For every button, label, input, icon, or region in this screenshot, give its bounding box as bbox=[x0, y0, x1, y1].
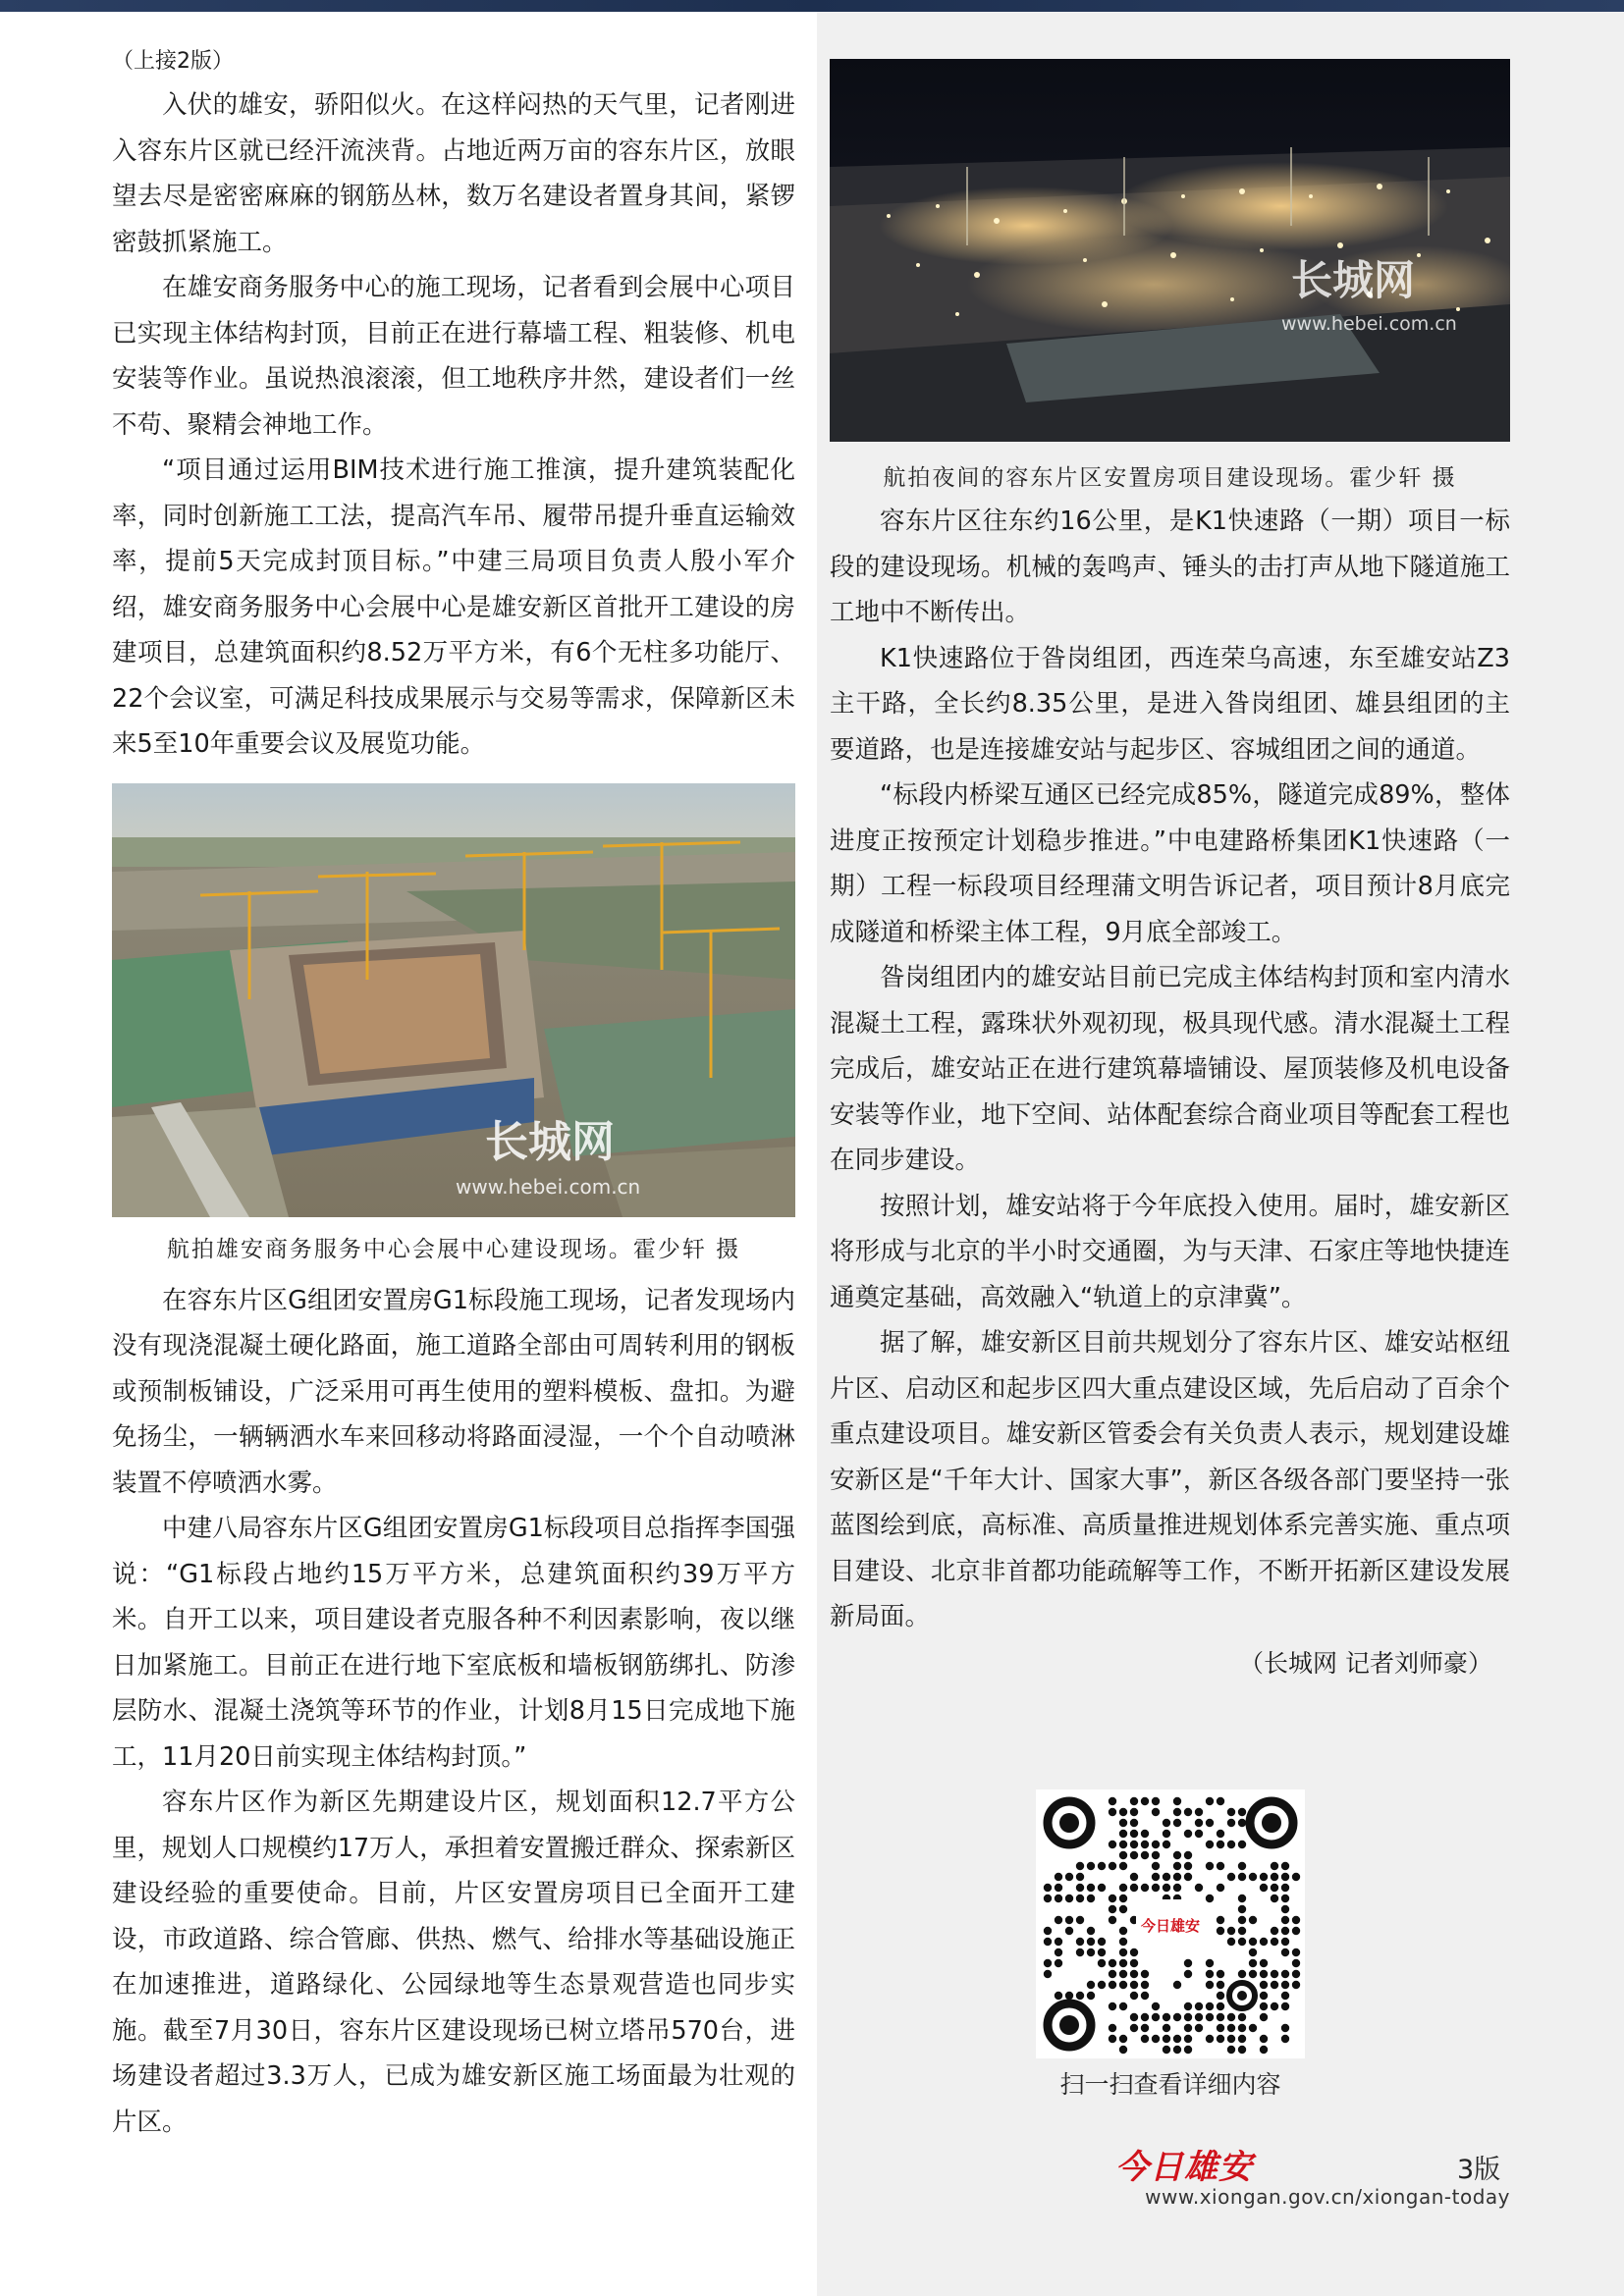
qr-module bbox=[1098, 1884, 1106, 1892]
qr-module bbox=[1281, 2002, 1289, 2010]
qr-module bbox=[1163, 2024, 1170, 2032]
qr-module bbox=[1152, 1797, 1160, 1805]
qr-module bbox=[1130, 1959, 1138, 1967]
qr-module bbox=[1163, 2013, 1170, 2021]
qr-module bbox=[1065, 1895, 1073, 1902]
qr-module bbox=[1271, 2002, 1278, 2010]
qr-module bbox=[1152, 1884, 1160, 1892]
qr-module bbox=[1152, 1862, 1160, 1870]
qr-module bbox=[1227, 2046, 1235, 2054]
qr-module bbox=[1130, 1841, 1138, 1848]
qr-module bbox=[1238, 1905, 1246, 1913]
qr-module bbox=[1281, 2035, 1289, 2043]
qr-module bbox=[1292, 1873, 1300, 1881]
qr-module bbox=[1184, 2024, 1192, 2032]
article-paragraph: 容东片区往东约16公里，是K1快速路（一期）项目一标段的建设现场。机械的轰鸣声、锤头的击打声从地下隧道施工工地中不断传出。 bbox=[830, 507, 1510, 627]
qr-module bbox=[1260, 2002, 1268, 2010]
qr-module bbox=[1184, 1808, 1192, 1816]
article-paragraph: 据了解，雄安新区目前共规划分了容东片区、雄安站枢纽片区、启动区和起步区四大重点建设区域，先后启动了百余个重点建设项目。雄安新区管委会有关负责人表示，规划建设雄安新区是“千年大计、国家大事”，新区各级各部门要坚持一张蓝图绘到底，高标准、高质量推进规划体系完善实施、重点项目建设、北京非首都功能疏解等工作，不断开拓新区建设发展新局面。 bbox=[830, 1328, 1510, 1631]
qr-module bbox=[1206, 1959, 1214, 1967]
photo-watermark-url: www.hebei.com.cn bbox=[456, 1174, 641, 1199]
qr-module bbox=[1195, 1830, 1203, 1838]
article-paragraph: 中建八局容东片区G组团安置房G1标段项目总指挥李国强说：“G1标段占地约15万平方米，总建筑面积约39万平方米。自开工以来，项目建设者克服各种不利因素影响，夜以继日加紧施工。目前正在进行地下室底板和墙板钢筋绑扎、防渗层防水、混凝土浇筑等环节的作业，计划8月15日完成地下施工，11月20日前实现主体结构封顶。” bbox=[112, 1514, 795, 1772]
qr-module bbox=[1087, 1992, 1095, 2000]
qr-module bbox=[1109, 1905, 1116, 1913]
qr-module bbox=[1119, 1862, 1127, 1870]
qr-module bbox=[1087, 1862, 1095, 1870]
article-paragraph: 按照计划，雄安站将于今年底投入使用。届时，雄安新区将形成与北京的半小时交通圈，为与天津、石家庄等地快捷连通奠定基础，高效融入“轨道上的京津冀”。 bbox=[830, 1191, 1510, 1312]
qr-module bbox=[1195, 1819, 1203, 1827]
qr-module bbox=[1260, 1959, 1268, 1967]
qr-module bbox=[1238, 2024, 1246, 2032]
qr-module bbox=[1281, 2024, 1289, 2032]
qr-module bbox=[1065, 1992, 1073, 2000]
left-column bbox=[112, 47, 795, 2145]
qr-module bbox=[1076, 1916, 1084, 1924]
qr-module bbox=[1238, 2035, 1246, 2043]
qr-module bbox=[1249, 1873, 1257, 1881]
qr-module bbox=[1238, 1841, 1246, 1848]
qr-module bbox=[1217, 1862, 1224, 1870]
qr-module bbox=[1238, 1808, 1246, 1816]
qr-module bbox=[1206, 1895, 1214, 1902]
qr-module bbox=[1152, 2013, 1160, 2021]
qr-module bbox=[1044, 1959, 1052, 1967]
qr-module bbox=[1087, 1895, 1095, 1902]
qr-module bbox=[1217, 1830, 1224, 1838]
qr-module bbox=[1271, 1927, 1278, 1935]
article-paragraph: 在雄安商务服务中心的施工现场，记者看到会展中心项目已实现主体结构封顶，目前正在进行幕墙工程、粗装修、机电安装等作业。虽说热浪滚滚，但工地秩序井然，建设者们一丝不苟、聚精会神地工作。 bbox=[112, 273, 795, 440]
qr-module bbox=[1206, 1862, 1214, 1870]
qr-module bbox=[1044, 1970, 1052, 1978]
qr-module bbox=[1130, 1992, 1138, 2000]
qr-module bbox=[1109, 1970, 1116, 1978]
qr-module bbox=[1141, 1884, 1149, 1892]
qr-module bbox=[1163, 1873, 1170, 1881]
qr-module bbox=[1184, 1862, 1192, 1870]
qr-module bbox=[1206, 1981, 1214, 1989]
qr-module bbox=[1292, 1970, 1300, 1978]
qr-module bbox=[1119, 1927, 1127, 1935]
qr-module bbox=[1173, 2035, 1181, 2043]
qr-module bbox=[1206, 1797, 1214, 1805]
qr-module bbox=[1044, 1927, 1052, 1935]
qr-module bbox=[1238, 1970, 1246, 1978]
qr-module bbox=[1087, 1927, 1095, 1935]
qr-module bbox=[1260, 1938, 1268, 1946]
qr-module bbox=[1109, 1981, 1116, 1989]
qr-module bbox=[1130, 1981, 1138, 1989]
qr-module bbox=[1076, 1884, 1084, 1892]
qr-module bbox=[1055, 1884, 1062, 1892]
qr-module bbox=[1087, 1949, 1095, 1956]
qr-module bbox=[1184, 1851, 1192, 1859]
qr-module bbox=[1119, 1905, 1127, 1913]
qr-module bbox=[1184, 1873, 1192, 1881]
qr-module bbox=[1173, 1851, 1181, 1859]
qr-module bbox=[1152, 1808, 1160, 1816]
qr-module bbox=[1260, 2013, 1268, 2021]
qr-module bbox=[1087, 1884, 1095, 1892]
qr-module bbox=[1238, 2046, 1246, 2054]
qr-module bbox=[1184, 2013, 1192, 2021]
qr-module bbox=[1141, 2035, 1149, 2043]
qr-module bbox=[1281, 1873, 1289, 1881]
qr-module bbox=[1281, 1905, 1289, 1913]
qr-module bbox=[1238, 2013, 1246, 2021]
qr-module bbox=[1109, 1862, 1116, 1870]
qr-module bbox=[1206, 2002, 1214, 2010]
qr-module bbox=[1281, 1862, 1289, 1870]
qr-module bbox=[1055, 1992, 1062, 2000]
qr-module bbox=[1249, 1916, 1257, 1924]
qr-module bbox=[1281, 1927, 1289, 1935]
article-paragraph: K1快速路位于昝岗组团，西连荣乌高速，东至雄安站Z3主干路，全长约8.35公里，是进入昝岗组团、雄县组团的主要道路，也是连接雄安站与起步区、容城组团之间的通道。 bbox=[830, 643, 1510, 765]
qr-module bbox=[1173, 2013, 1181, 2021]
qr-module bbox=[1098, 1938, 1106, 1946]
qr-module bbox=[1249, 1938, 1257, 1946]
qr-module bbox=[1065, 1916, 1073, 1924]
right-column bbox=[830, 59, 1510, 1683]
qr-module bbox=[1141, 1830, 1149, 1838]
qr-module bbox=[1119, 1938, 1127, 1946]
qr-module bbox=[1238, 1916, 1246, 1924]
qr-module bbox=[1238, 1873, 1246, 1881]
qr-module bbox=[1119, 2046, 1127, 2054]
qr-module bbox=[1281, 1981, 1289, 1989]
article-paragraph: “标段内桥梁互通区已经完成85%，隧道完成89%，整体进度正按预定计划稳步推进。”中电建路桥集团K1快速路（一期）工程一标段项目经理蒲文明告诉记者，项目预计8月底完成隧道和桥梁主体工程，9月底全部竣工。 bbox=[830, 780, 1510, 947]
qr-center-logo: 今日雄安 bbox=[1140, 1917, 1201, 1935]
qr-module bbox=[1087, 1981, 1095, 1989]
qr-module bbox=[1098, 1959, 1106, 1967]
night-construction-aerial-photo bbox=[830, 59, 1510, 442]
qr-scan-caption: 扫一扫查看详细内容 bbox=[1059, 2070, 1281, 2099]
qr-module bbox=[1141, 1981, 1149, 1989]
qr-module bbox=[1076, 1949, 1084, 1956]
qr-module bbox=[1206, 2013, 1214, 2021]
qr-module bbox=[1055, 1895, 1062, 1902]
qr-module bbox=[1271, 1862, 1278, 1870]
qr-module bbox=[1163, 1819, 1170, 1827]
qr-module bbox=[1217, 1884, 1224, 1892]
qr-module bbox=[1065, 1873, 1073, 1881]
qr-module bbox=[1130, 1819, 1138, 1827]
qr-module bbox=[1238, 1938, 1246, 1946]
qr-module bbox=[1292, 1916, 1300, 1924]
qr-module bbox=[1109, 1895, 1116, 1902]
qr-module bbox=[1195, 1808, 1203, 1816]
qr-module bbox=[1281, 1884, 1289, 1892]
qr-module bbox=[1119, 2035, 1127, 2043]
qr-module bbox=[1044, 1895, 1052, 1902]
photo-watermark: 长城网 bbox=[1291, 256, 1416, 304]
qr-module bbox=[1281, 1895, 1289, 1902]
qr-module bbox=[1195, 2024, 1203, 2032]
qr-module bbox=[1152, 1873, 1160, 1881]
qr-module bbox=[1195, 2002, 1203, 2010]
qr-module bbox=[1227, 1938, 1235, 1946]
qr-module bbox=[1130, 1808, 1138, 1816]
qr-module bbox=[1119, 1970, 1127, 1978]
article-byline: （长城网 记者刘师豪） bbox=[1239, 1648, 1492, 1678]
photo-watermark: 长城网 bbox=[485, 1116, 615, 1167]
qr-module bbox=[1217, 1970, 1224, 1978]
qr-module bbox=[1055, 1938, 1062, 1946]
qr-module bbox=[1076, 1895, 1084, 1902]
qr-module bbox=[1281, 1916, 1289, 1924]
qr-module bbox=[1163, 1830, 1170, 1838]
qr-module bbox=[1281, 1992, 1289, 2000]
photo-caption: 航拍夜间的容东片区安置房项目建设现场。霍少轩 摄 bbox=[883, 465, 1457, 491]
exhibition-center-aerial-photo bbox=[112, 783, 795, 1217]
qr-module bbox=[1130, 1949, 1138, 1956]
qr-module bbox=[1119, 1819, 1127, 1827]
qr-module bbox=[1227, 1819, 1235, 1827]
qr-module bbox=[1217, 2002, 1224, 2010]
qr-module bbox=[1109, 1841, 1116, 1848]
qr-module bbox=[1119, 1830, 1127, 1838]
qr-module bbox=[1249, 1959, 1257, 1967]
qr-module bbox=[1227, 2024, 1235, 2032]
qr-module bbox=[1271, 1970, 1278, 1978]
page-number: 3版 bbox=[1457, 2155, 1501, 2185]
qr-module bbox=[1109, 2035, 1116, 2043]
qr-module bbox=[1281, 1970, 1289, 1978]
qr-module bbox=[1249, 2024, 1257, 2032]
qr-module bbox=[1130, 1884, 1138, 1892]
qr-module bbox=[1292, 1949, 1300, 1956]
qr-module bbox=[1260, 1884, 1268, 1892]
qr-module bbox=[1281, 1938, 1289, 1946]
qr-module bbox=[1238, 1895, 1246, 1902]
qr-module bbox=[1141, 1970, 1149, 1978]
article-paragraph: 在容东片区G组团安置房G1标段施工现场，记者发现场内没有现浇混凝土硬化路面，施工道路全部由可周转利用的钢板或预制板铺设，广泛采用可再生使用的塑料模板、盘扣。为避免扬尘，一辆辆洒水车来回移动将路面浸湿，一个个自动喷淋装置不停喷洒水雾。 bbox=[112, 1285, 795, 1498]
qr-module bbox=[1119, 1884, 1127, 1892]
qr-module bbox=[1184, 1970, 1192, 1978]
qr-module bbox=[1130, 2013, 1138, 2021]
qr-module bbox=[1163, 1884, 1170, 1892]
qr-module bbox=[1260, 1992, 1268, 2000]
qr-module bbox=[1119, 1981, 1127, 1989]
qr-code[interactable] bbox=[1036, 1789, 1305, 2058]
qr-module bbox=[1217, 1797, 1224, 1805]
qr-module bbox=[1184, 1830, 1192, 1838]
qr-module bbox=[1217, 1981, 1224, 1989]
qr-module bbox=[1141, 2013, 1149, 2021]
qr-module bbox=[1271, 1884, 1278, 1892]
qr-module bbox=[1292, 1981, 1300, 1989]
qr-module bbox=[1260, 1970, 1268, 1978]
qr-module bbox=[1238, 1927, 1246, 1935]
qr-module bbox=[1119, 1895, 1127, 1902]
article-paragraph: 入伏的雄安，骄阳似火。在这样闷热的天气里，记者刚进入容东片区就已经汗流浃背。占地近两万亩的容东片区，放眼望去尽是密密麻麻的钢筋丛林，数万名建设者置身其间，紧锣密鼓抓紧施工。 bbox=[112, 90, 795, 257]
qr-module bbox=[1173, 1819, 1181, 1827]
article-paragraph: 容东片区作为新区先期建设片区，规划面积12.7平方公里，规划人口规模约17万人，承担着安置搬迁群众、探索新区建设经验的重要使命。目前，片区安置房项目已全面开工建设，市政道路、综合管廊、供热、燃气、给排水等基础设施正在加速推进，道路绿化、公园绿地等生态景观营造也同步实施。截至7月30日，容东片区建设现场已树立塔吊570台，进场建设者超过3.3万人，已成为雄安新区施工场面最为壮观的片区。 bbox=[112, 1788, 795, 2137]
qr-module bbox=[1119, 1808, 1127, 1816]
qr-module bbox=[1217, 2035, 1224, 2043]
qr-module bbox=[1065, 1927, 1073, 1935]
qr-module bbox=[1076, 1862, 1084, 1870]
qr-module bbox=[1055, 1873, 1062, 1881]
qr-module bbox=[1260, 1873, 1268, 1881]
qr-module bbox=[1141, 1841, 1149, 1848]
masthead-logo: 今日雄安 bbox=[1115, 2148, 1253, 2187]
qr-module bbox=[1119, 2002, 1127, 2010]
qr-module bbox=[1109, 2002, 1116, 2010]
qr-module bbox=[1130, 1797, 1138, 1805]
qr-module bbox=[1195, 1884, 1203, 1892]
qr-module bbox=[1206, 1970, 1214, 1978]
qr-module bbox=[1055, 1959, 1062, 1967]
qr-module bbox=[1217, 2024, 1224, 2032]
qr-module bbox=[1152, 2035, 1160, 2043]
qr-module bbox=[1217, 1916, 1224, 1924]
qr-module bbox=[1206, 2035, 1214, 2043]
continued-from-note: （上接2版） bbox=[112, 49, 234, 74]
qr-module bbox=[1217, 1841, 1224, 1848]
qr-module bbox=[1152, 1851, 1160, 1859]
photo-caption: 航拍雄安商务服务中心会展中心建设现场。霍少轩 摄 bbox=[166, 1236, 741, 1262]
qr-module bbox=[1184, 2046, 1192, 2054]
qr-module bbox=[1055, 1949, 1062, 1956]
qr-module bbox=[1271, 1873, 1278, 1881]
qr-module bbox=[1227, 1808, 1235, 1816]
qr-module bbox=[1109, 1959, 1116, 1967]
qr-module bbox=[1184, 2002, 1192, 2010]
qr-module bbox=[1271, 1938, 1278, 1946]
qr-module bbox=[1184, 1959, 1192, 1967]
qr-module bbox=[1141, 1992, 1149, 2000]
qr-module bbox=[1109, 1797, 1116, 1805]
qr-module bbox=[1195, 2013, 1203, 2021]
qr-module bbox=[1130, 1970, 1138, 1978]
qr-module bbox=[1271, 1981, 1278, 1989]
qr-module bbox=[1217, 1927, 1224, 1935]
qr-module bbox=[1163, 2046, 1170, 2054]
qr-module bbox=[1292, 1959, 1300, 1967]
qr-module bbox=[1130, 1851, 1138, 1859]
qr-module bbox=[1109, 2024, 1116, 2032]
qr-module bbox=[1098, 1981, 1106, 1989]
qr-module bbox=[1141, 1797, 1149, 1805]
qr-module bbox=[1227, 2035, 1235, 2043]
article-paragraph: 昝岗组团内的雄安站目前已完成主体结构封顶和室内清水混凝土工程，露珠状外观初现，极具现代感。清水混凝土工程完成后，雄安站正在进行建筑幕墙铺设、屋顶装修及机电设备安装等作业，地下空间、站体配套综合商业项目等配套工程也在同步建设。 bbox=[830, 963, 1510, 1175]
qr-module bbox=[1281, 1949, 1289, 1956]
qr-module bbox=[1152, 2002, 1160, 2010]
qr-module bbox=[1119, 1841, 1127, 1848]
qr-module bbox=[1227, 2013, 1235, 2021]
qr-module bbox=[1098, 1949, 1106, 1956]
qr-module bbox=[1163, 2035, 1170, 2043]
qr-module bbox=[1260, 2035, 1268, 2043]
article-paragraph: “项目通过运用BIM技术进行施工推演，提升建筑装配化率，同时创新施工工法，提高汽车吊、履带吊提升垂直运输效率，提前5天完成封顶目标。”中建三局项目负责人殷小军介绍，雄安商务服务中心会展中心是雄安新区首批开工建设的房建项目，总建筑面积约8.52万平方米，有6个无柱多功能厅、22个会议室，可满足科技成果展示与交易等需求，保障新区未来5至10年重要会议及展览功能。 bbox=[112, 455, 795, 759]
qr-module bbox=[1087, 1938, 1095, 1946]
qr-module bbox=[1249, 1970, 1257, 1978]
qr-module bbox=[1044, 1938, 1052, 1946]
qr-module bbox=[1227, 1841, 1235, 1848]
qr-module bbox=[1130, 1873, 1138, 1881]
qr-module bbox=[1238, 1862, 1246, 1870]
qr-module bbox=[1173, 1808, 1181, 1816]
qr-module bbox=[1217, 2013, 1224, 2021]
qr-module bbox=[1076, 1873, 1084, 1881]
qr-module bbox=[1055, 1916, 1062, 1924]
qr-module bbox=[1109, 1808, 1116, 1816]
footer-url[interactable]: www.xiongan.gov.cn/xiongan-today bbox=[1145, 2185, 1510, 2209]
qr-module bbox=[1173, 1862, 1181, 1870]
qr-module bbox=[1173, 1884, 1181, 1892]
qr-module bbox=[1173, 1981, 1181, 1989]
qr-module bbox=[1141, 2024, 1149, 2032]
qr-module bbox=[1206, 1819, 1214, 1827]
qr-module bbox=[1173, 2046, 1181, 2054]
qr-module bbox=[1119, 1949, 1127, 1956]
qr-module bbox=[1227, 1873, 1235, 1881]
qr-module bbox=[1152, 1841, 1160, 1848]
qr-module bbox=[1044, 1884, 1052, 1892]
qr-module bbox=[1173, 1873, 1181, 1881]
top-border-bar bbox=[0, 0, 1624, 12]
qr-module bbox=[1184, 2035, 1192, 2043]
qr-module bbox=[1271, 1895, 1278, 1902]
qr-module bbox=[1109, 1916, 1116, 1924]
qr-module bbox=[1076, 1992, 1084, 2000]
qr-module bbox=[1076, 1938, 1084, 1946]
qr-module bbox=[1217, 1992, 1224, 2000]
qr-module bbox=[1260, 2046, 1268, 2054]
qr-module bbox=[1119, 1959, 1127, 1967]
photo-watermark-url: www.hebei.com.cn bbox=[1281, 313, 1457, 335]
qr-module bbox=[1238, 1819, 1246, 1827]
qr-module bbox=[1119, 1851, 1127, 1859]
qr-module bbox=[1249, 1949, 1257, 1956]
qr-module bbox=[1292, 1927, 1300, 1935]
qr-module bbox=[1130, 1830, 1138, 1838]
qr-module bbox=[1130, 2024, 1138, 2032]
qr-module bbox=[1141, 1851, 1149, 1859]
qr-module bbox=[1260, 1981, 1268, 1989]
qr-module bbox=[1206, 1841, 1214, 1848]
qr-module bbox=[1227, 1927, 1235, 1935]
qr-module bbox=[1163, 1841, 1170, 1848]
qr-module bbox=[1173, 1797, 1181, 1805]
qr-module bbox=[1098, 1862, 1106, 1870]
